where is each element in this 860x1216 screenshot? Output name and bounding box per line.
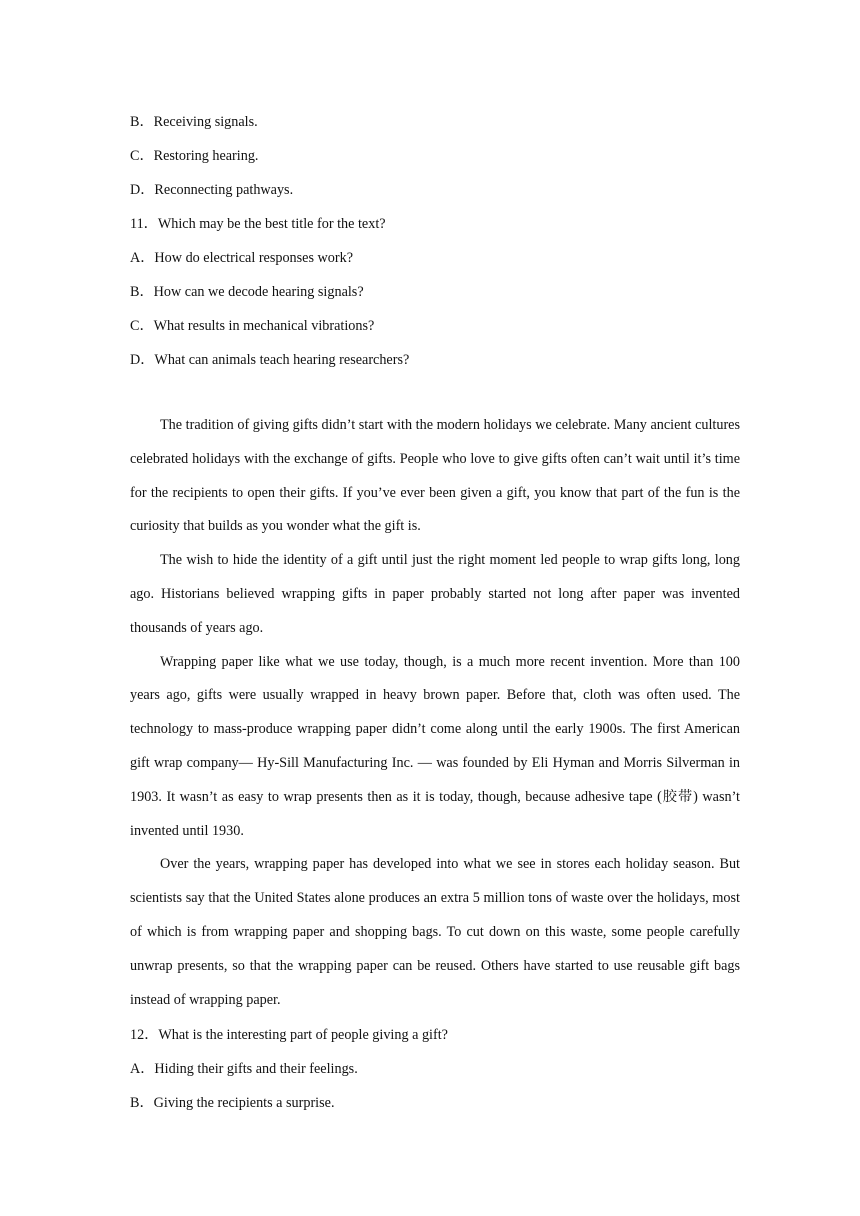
question-stem: 11．Which may be the best title for the text? [130,216,386,232]
option-d: D．Reconnecting pathways. [130,182,294,198]
question-11 [130,207,740,377]
reading-passage [130,409,740,1017]
passage-paragraph-2: The wish to hide the identity of a gift until just the right moment led people to wrap gifts long, long ago. Historians believed wrapping gifts in paper probably started not long after paper was invented thousands of years ago. [130,552,740,636]
passage-paragraph-1: The tradition of giving gifts didn’t start with the modern holidays we celebrate. Many ancient cultures celebrated holidays with the exchange of gifts. People who love to give gifts often can’t wait until it’s time for the recipients to open their gifts. If you’ve ever been given a gift, you know that part of the fun is the curiosity that builds as you wonder what the gift is. [130,417,740,535]
option-b: B．Giving the recipients a surprise. [130,1095,335,1111]
option-a: A．Hiding their gifts and their feelings. [130,1061,358,1077]
option-d: D．What can animals teach hearing researchers? [130,352,410,368]
option-b: B．How can we decode hearing signals? [130,284,364,300]
passage-paragraph-3: Wrapping paper like what we use today, though, is a much more recent invention. More than 100 years ago, gifts were usually wrapped in heavy brown paper. Before that, cloth was often used. The technology to mass-produce wrapping paper didn’t come along until the early 1900s. The first American gift wrap company— Hy-Sill Manufacturing Inc. — was founded by Eli Hyman and Morris Silverman in 1903. It wasn’t as easy to wrap presents then as it is today, though, because adhesive tape (胶带) wasn’t invented until 1930. [130,653,740,839]
question-10-options [130,105,740,207]
option-c: C．What results in mechanical vibrations? [130,318,375,334]
option-c: C．Restoring hearing. [130,148,259,164]
question-12 [130,1018,740,1120]
option-b: B．Receiving signals. [130,114,258,130]
question-stem: 12．What is the interesting part of people giving a gift? [130,1027,448,1043]
option-a: A．How do electrical responses work? [130,250,353,266]
passage-paragraph-4: Over the years, wrapping paper has developed into what we see in stores each holiday season. But scientists say that the United States alone produces an extra 5 million tons of waste over the holidays, most of which is from wrapping paper and shopping bags. To cut down on this waste, some people carefully unwrap presents, so that the wrapping paper can be reused. Others have started to use reusable gift bags instead of wrapping paper. [130,856,740,1008]
